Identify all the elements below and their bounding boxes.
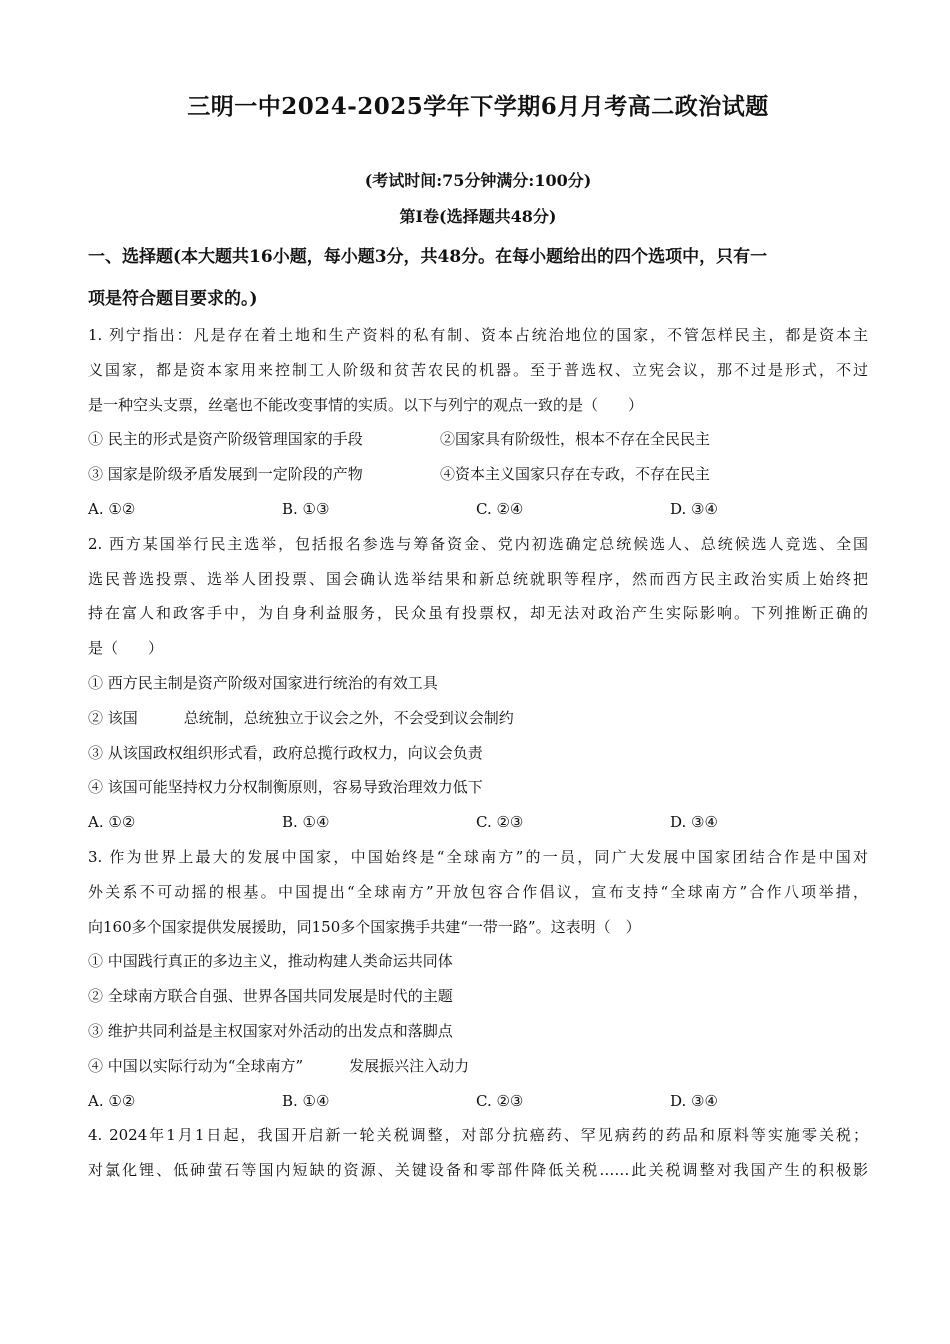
section-heading-line: 一、选择题(本大题共16小题，每小题3分，共48分。在每小题给出的四个选项中，只有一 [88,247,768,267]
answer-choices [88,805,868,840]
exam-info: (考试时间:75分钟满分:100分) [364,171,592,190]
answer-choice-c: C. ②③ [476,1091,524,1110]
section-heading-line: 项是符合题目要求的。) [88,289,258,309]
option-3: ③ 从该国政权组织形式看，政府总揽行政权力，向议会负责 [88,743,483,762]
question-stem-line: 对氯化锂、低砷萤石等国内短缺的资源、关键设备和零部件降低关税……此关税调整对我国产生的积极影 [88,1161,868,1180]
part-title: 第Ⅰ卷(选择题共48分) [399,207,557,226]
option-text: ④ 中国以实际行动为“全球南方” [88,1056,304,1075]
option-text: 总统制，总统独立于议会之外，不会受到议会制约 [183,708,514,727]
answer-choice-a: A. ①② [88,499,136,518]
answer-choice-b: B. ①④ [282,813,330,832]
question-stem-line: 义国家，都是资本家用来控制工人阶级和贫苦农民的机器。至于普选权、立宪会议，那不过是形式，不过 [88,360,868,379]
answer-choices [88,492,868,527]
option-text: 发展振兴注入动力 [349,1056,470,1075]
question-stem-line: 外关系不可动摇的根基。中国提出“全球南方”开放包容合作倡议，宣布支持“全球南方”合作八项举措， [88,882,868,901]
option-2: ② 全球南方联合自强、世界各国共同发展是时代的主题 [88,987,453,1006]
option-2: ②国家具有阶级性，根本不存在全民民主 [440,430,711,449]
answer-choice-d: D. ③④ [670,813,718,832]
question-3 [88,840,868,1118]
question-stem-line: 3. 作为世界上最大的发展中国家，中国始终是“全球南方”的一员，同广大发展中国家团结合作是中国对 [88,847,868,866]
question-stem-line: 向160多个国家提供发展援助，同150多个国家携手共建“一带一路”。这表明（ ） [88,917,641,936]
answer-choice-d: D. ③④ [670,499,718,518]
option-1: ① 西方民主制是资产阶级对国家进行统治的有效工具 [88,673,438,692]
option-4 [88,1049,868,1084]
question-stem-line: 持在富人和政客手中，为自身利益服务，民众虽有投票权，却无法对政治产生实际影响。下列推断正确的 [88,604,868,623]
option-3: ③ 国家是阶级矛盾发展到一定阶段的产物 [88,465,363,484]
question-stem-line: 4. 2024年1月1日起，我国开启新一轮关税调整，对部分抗癌药、罕见病药的药品和原料等实施零关税； [88,1126,868,1145]
option-1: ① 中国践行真正的多边主义，推动构建人类命运共同体 [88,952,453,971]
question-2 [88,527,868,840]
question-stem-line: 1. 列宁指出：凡是存在着土地和生产资料的私有制、资本占统治地位的国家，不管怎样民主，都是资本主 [88,326,868,344]
option-4: ④资本主义国家只存在专政，不存在民主 [440,465,711,484]
question-stem-line: 是一种空头支票，丝毫也不能改变事情的实质。以下与列宁的观点一致的是（ ） [88,395,644,414]
option-1: ① 民主的形式是资产阶级管理国家的手段 [88,430,363,449]
option-2 [88,701,868,736]
option-row [88,457,868,492]
option-row [88,422,868,457]
option-3: ③ 维护共同利益是主权国家对外活动的出发点和落脚点 [88,1021,453,1040]
answer-choice-a: A. ①② [88,1091,136,1110]
answer-choice-c: C. ②③ [476,813,524,832]
question-stem-line: 是（ ） [88,639,164,658]
question-4 [88,1118,868,1188]
section-heading [88,236,868,320]
question-stem-line: 2. 西方某国举行民主选举，包括报名参选与筹备资金、党内初选确定总统候选人、总统候选人竞选、全国 [88,534,868,553]
option-text: ② 该国 [88,708,138,727]
answer-choice-a: A. ①② [88,813,136,832]
question-list [88,318,868,1188]
answer-choice-c: C. ②④ [476,499,524,518]
question-stem-line: 选民普选投票、选举人团投票、国会确认选举结果和新总统就职等程序，然而西方民主政治实质上始终把 [88,569,868,588]
question-1 [88,318,868,527]
answer-choice-d: D. ③④ [670,1091,718,1110]
answer-choice-b: B. ①④ [282,1091,330,1110]
exam-title: 三明一中2024-2025学年下学期6月月考高二政治试题 [187,93,769,120]
answer-choice-b: B. ①③ [282,499,330,518]
option-4: ④ 该国可能坚持权力分权制衡原则，容易导致治理效力低下 [88,778,483,797]
answer-choices [88,1084,868,1119]
